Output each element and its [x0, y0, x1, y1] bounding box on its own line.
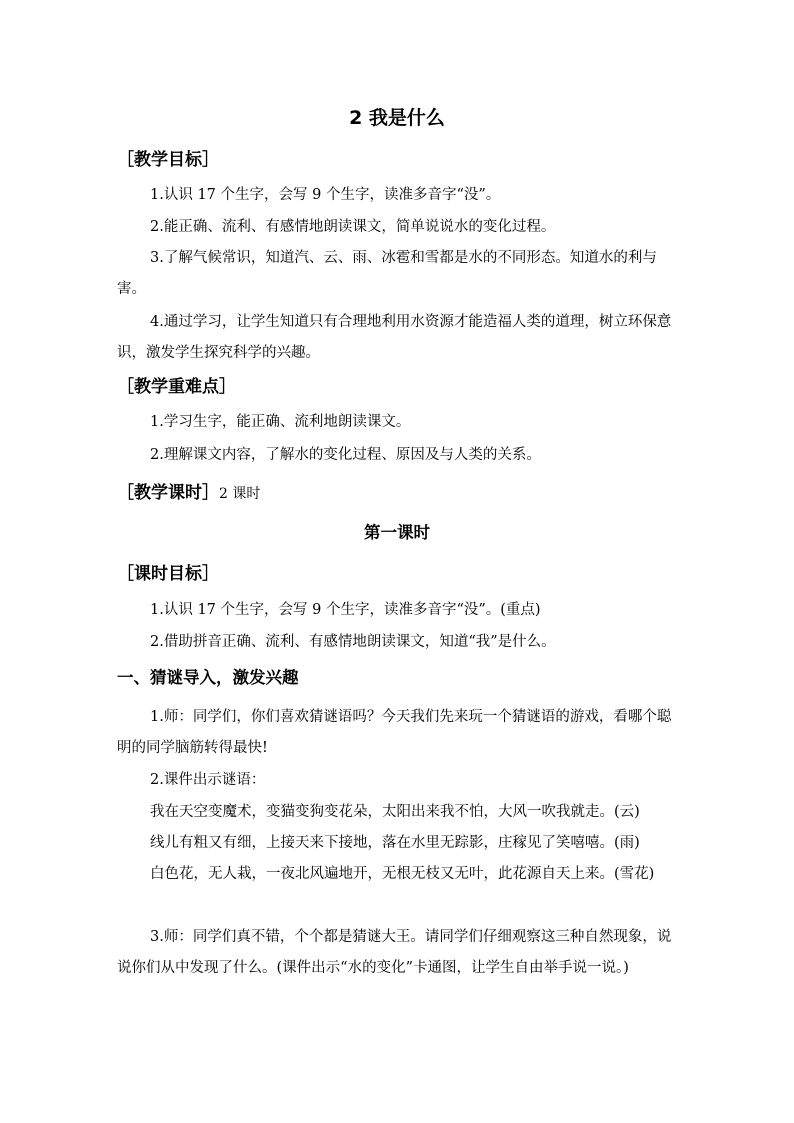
lesson-one-heading: 第一课时 — [364, 523, 430, 542]
part-one-paragraph: 3.师：同学们真不错，个个都是猜谜大王。请同学们仔细观察这三种自然现象，说说你们从中发现了什么。(课件出示“水的变化”卡通图，让学生自由举手说一说。) — [117, 929, 672, 976]
part-one-paragraph: 2.课件出示谜语： — [150, 772, 266, 788]
lesson-goal-item: 1.认识 17 个生字，会写 9 个生字，读准多音字“没”。(重点) — [150, 602, 541, 618]
key-points-heading: ［教学重难点］ — [117, 377, 236, 397]
goal-item: 4.通过学习，让学生知道只有合理地利用水资源才能造福人类的道理，树立环保意识，激发学生探究科学的兴趣。 — [117, 314, 672, 361]
goal-item: 2.能正确、流利、有感情地朗读课文，简单说说水的变化过程。 — [150, 219, 556, 235]
lesson-goals-heading: ［课时目标］ — [117, 564, 219, 584]
lesson-goal-item: 2.借助拼音正确、流利、有感情地朗读课文，知道“我”是什么。 — [150, 634, 556, 650]
goal-item: 3.了解气候常识，知道汽、云、雨、冰雹和雪都是水的不同形态。知道水的利与害。 — [117, 250, 657, 297]
key-point-item: 1.学习生字，能正确、流利地朗读课文。 — [150, 414, 411, 430]
teaching-hours-value: 2 课时 — [219, 486, 261, 502]
key-point-item: 2.理解课文内容，了解水的变化过程、原因及与人类的关系。 — [150, 447, 541, 463]
part-one-heading: 一、猜谜导入，激发兴趣 — [117, 668, 299, 687]
riddle-line: 我在天空变魔术，变猫变狗变花朵，太阳出来我不怕，大风一吹我就走。(云) — [150, 804, 640, 820]
document-title: 2 我是什么 — [349, 107, 445, 129]
goal-item: 1.认识 17 个生字，会写 9 个生字，读准多音字“没”。 — [150, 187, 501, 203]
part-one-paragraph: 1.师：同学们，你们喜欢猜谜语吗？今天我们先来玩一个猜谜语的游戏，看哪个聪明的同学脑筋转得最快! — [117, 709, 672, 756]
riddle-line: 白色花，无人栽，一夜北风遍地开，无根无枝又无叶，此花源自天上来。(雪花) — [150, 866, 655, 882]
teaching-hours-heading: ［教学课时］ — [117, 483, 219, 503]
teaching-goals-heading: ［教学目标］ — [117, 150, 219, 170]
riddle-line: 线儿有粗又有细，上接天来下接地，落在水里无踪影，庄稼见了笑嘻嘻。(雨) — [150, 835, 640, 851]
teaching-hours-line — [117, 480, 260, 507]
